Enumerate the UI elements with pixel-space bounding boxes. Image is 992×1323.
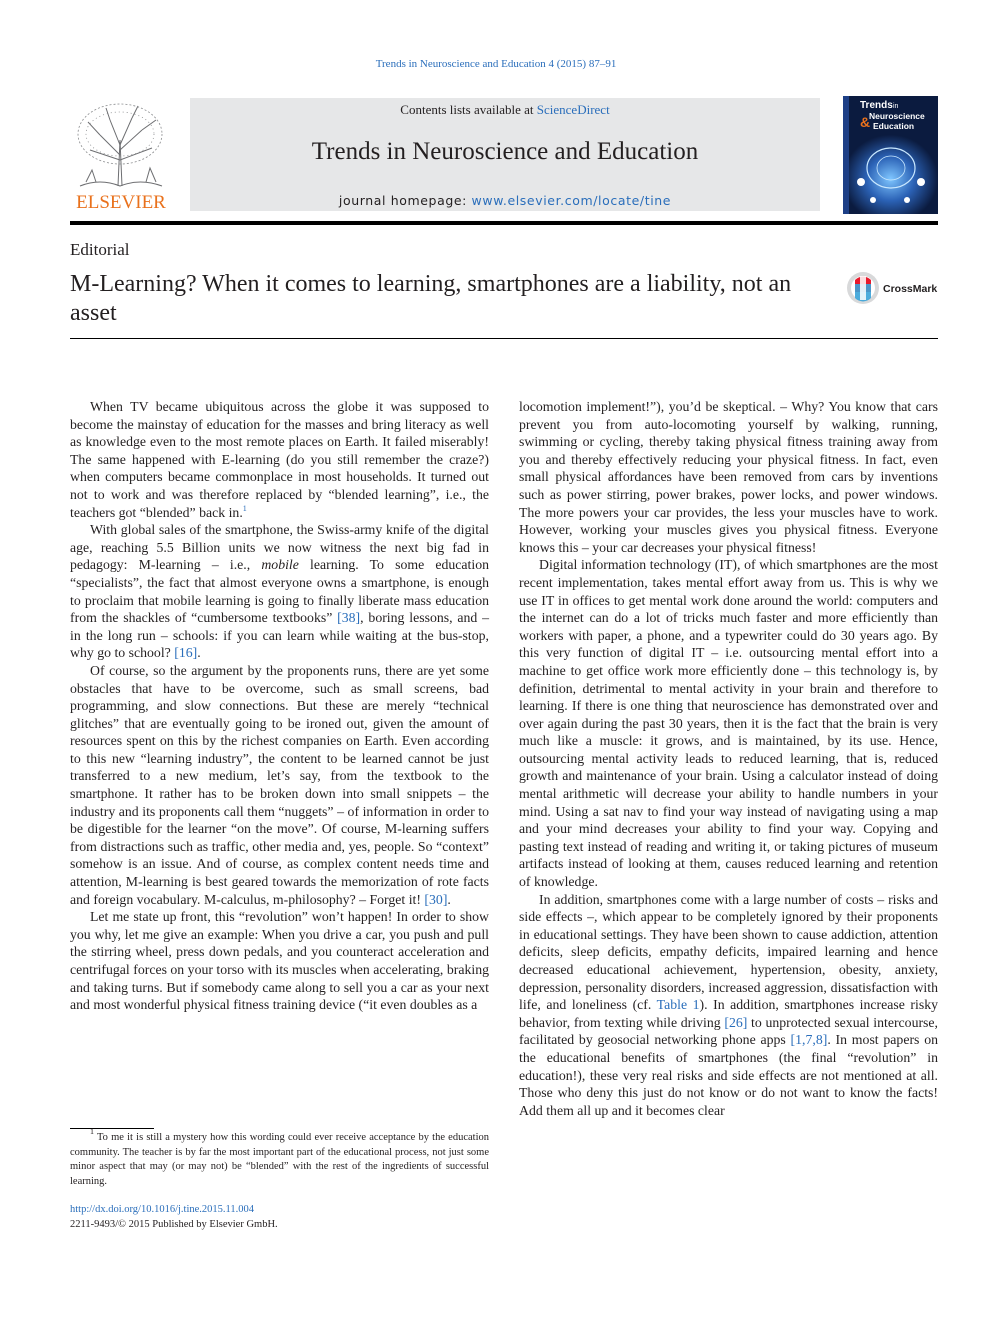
crossmark-icon <box>845 270 940 306</box>
paragraph-2-text-d: . <box>197 645 201 661</box>
footnote-ref-1[interactable]: 1 <box>242 503 247 513</box>
contents-prefix: Contents lists available at <box>400 102 537 117</box>
journal-citation[interactable]: Trends in Neuroscience and Education 4 (2015) 87–91 <box>375 58 617 70</box>
homepage-line <box>190 193 820 208</box>
title-rule <box>70 338 938 339</box>
footnote-marker: 1 <box>90 1127 94 1136</box>
cover-ampersand: & <box>860 114 871 130</box>
cover-title-1: Trends <box>860 100 893 111</box>
header-rule <box>70 221 938 225</box>
crossmark-badge[interactable] <box>845 270 940 306</box>
paragraph-4-continued: locomotion implement!”), you’d be skeptical. – Why? You know that cars prevent you from auto-locomoting yourself by walking, running, swimming or cycling, thereby taking physical fitness training away from you and thereby effectively reducing your physical fitness. In fact, even small physical affordances have been removed from cars by inventions such as power stirring, power brakes, power locks, and power windows. The more powers your car provides, the less your muscles have to work. However, working your muscles gives you physical fitness. Everyone knows this – your car decreases your physical fitness! <box>519 399 938 555</box>
paragraph-2-text-b: learning. To some education “specialists”, the fact that almost everyone owns a smartphone, is enough to proclaim that mobile learning is going to finally liberate mass education from the shackles of “cumbersome textbooks” <box>70 557 489 626</box>
article-footer <box>70 1202 278 1232</box>
homepage-prefix: journal homepage: <box>338 193 472 208</box>
footnote-text: To me it is still a mystery how this wording could ever receive acceptance by the education community. The teacher is by far the most important part of the educational process, not just some minor aspect that may (or may not) be “blended” with the rest of the ingredients of successful learning. <box>70 1132 489 1187</box>
elsevier-wordmark: ELSEVIER <box>76 192 166 212</box>
contents-line <box>190 102 820 118</box>
footnote-1 <box>70 1127 489 1189</box>
paragraph-2-text-a: With global sales of the smartphone, the Swiss-army knife of the digital age, reaching 5.5 Billion units we now witness the next big fad in pedagogy: M-learning – i.e., <box>70 522 489 573</box>
paragraph-6 <box>519 891 938 1120</box>
article-title: M-Learning? When it comes to learning, smartphones are a liability, not an asset <box>70 271 792 326</box>
cover-title-4: Education <box>873 121 915 131</box>
article-type: Editorial <box>70 240 130 259</box>
paragraph-3-text-a: Of course, so the argument by the proponents runs, there are yet some obstacles that have to be overcome, such as small screens, bad programming, and slow connections. But these are merely “technical glitches” that are eventually going to be ironed out, given the amount of resources spent on this by the richest companies on Earth. Even according to this new “learning industry”, the content to be learned cannot be just transferred to a new medium, let’s say, from the textbook to the smartphone. It rather has to be broken down into small snippets – the industry and its proponents call them “nuggets” – of information in order to be digestible for the learner “on the move”. Of course, M-learning suffers from distractions such as traffic, other media and, yes, people. So “context” somehow is an issue. And of course, as complex content needs time and attention, M-learning is best geared towards the memorization of rote facts and foreign vocabulary. M-calculus, m-philosophy? – Forget it! <box>70 662 489 907</box>
paragraph-6-text-d: . In most papers on the educational benefits of smartphones (the final “revolution” in education!), these very real risks and side effects are not mentioned at all. Those who deny this just do not know or do not want to know the facts! Add them all up and it becomes clear <box>519 1032 938 1118</box>
copyright-line: 2211-9493/© 2015 Published by Elsevier GmbH. <box>70 1219 278 1230</box>
paragraph-1-text: When TV became ubiquitous across the globe it was supposed to become the mainstay of education for the masses and bring literacy as well as knowledge even to the most remote places on Earth. It failed miserably! The same happened with E-learning (do you still remember the craze?) when computers became commonplace in most households. It turned out not to work and was therefore replaced by “blended learning”, i.e., the teachers got “blended” back in. <box>70 399 489 520</box>
journal-cover <box>843 96 938 214</box>
paragraph-2 <box>70 521 489 662</box>
paragraph-1 <box>70 398 489 521</box>
citation-link-30[interactable]: [30] <box>424 891 448 907</box>
body-column-left <box>70 398 489 1014</box>
elsevier-logo <box>70 100 172 212</box>
paragraph-5: Digital information technology (IT), of which smartphones are the most recent implementation, takes mental effort away from us. This is why we use IT in offices to get mental work done around the world: computers and the internet can do a lot of tricks much faster and more efficiently than workers with paper, a phone, and a typewriter could do 30 years ago. By this very function of digital IT – i.e. outsourcing mental effort into a machine to get office work more efficiently done – this technology is, by definition, detrimental to mental activity in your brain and therefore to learning. If there is one thing that neuroscience has demonstrated over and over again during the past 30 years, then it is the fact that the brain is very much like a muscle: it grows, and is maintained, by its use. Hence, outsourcing mental activity leads to reduced learning, that is, reduced growth and maintenance of your brain. Using a calculator instead of doing mental arithmetic will decrease your ability to handle numbers in your mind. Using a sat nav to find your way instead of navigating using a map and your mind decreases your ability to find your way. Copying and pasting text instead of reading and writing it, or taking pictures of museum artifacts instead of looking at them, causes reduced learning and retention of knowledge. <box>519 557 938 890</box>
crossmark-label: CrossMark <box>883 283 938 295</box>
sciencedirect-link[interactable]: ScienceDirect <box>536 102 610 117</box>
paragraph-6-text-c: to unprotected sexual intercourse, facilitated by geosocial networking phone apps <box>519 1014 939 1048</box>
journal-banner <box>190 98 820 211</box>
journal-cover-image <box>843 96 938 214</box>
homepage-link[interactable]: www.elsevier.com/locate/tine <box>471 193 672 208</box>
table-1-link[interactable]: Table 1 <box>656 997 700 1013</box>
footnote-rule <box>70 1128 154 1129</box>
paragraph-6-text-a: In addition, smartphones come with a large number of costs – risks and side effects –, which appear to be completely ignored by their proponents in educational settings. They have been shown to cause addiction, attention deficits, sleep deficits, empathy deficits, impaired learning and hence decreased educational achievement, hypertension, obesity, anxiety, depression, personality disorders, increased aggression, dissatisfaction with life, and loneliness (cf. <box>519 891 938 1013</box>
paragraph-2-emphasis: mobile <box>261 557 299 573</box>
cover-title-3: Neuroscience <box>869 111 925 121</box>
elsevier-tree-icon <box>70 100 172 212</box>
paragraph-6-text-b: ). In addition, smartphones increase risky behavior, from texting while driving <box>519 997 938 1030</box>
body-column-right <box>519 398 938 1119</box>
citation-link-26[interactable]: [26] <box>724 1014 748 1030</box>
journal-title: Trends in Neuroscience and Education <box>311 138 699 165</box>
citation-link-38[interactable]: [38] <box>337 610 361 626</box>
paragraph-4: Let me state up front, this “revolution” won’t happen! In order to show you why, let me give an example: When you drive a car, you push and pull the stirring wheel, press down pedals, and you counteract acceleration and centrifugal forces on your torso with its muscles when accelerating, braking and taking turns. But if somebody came along to sell you a car as your next and most wonderful physical fitness training device (“it even doubles as a <box>70 909 489 1013</box>
paragraph-2-text-c: , boring lessons, and – in the long run – schools: if you can learn while waiting at the bus-stop, why go to school? <box>70 610 489 661</box>
citation-link-1-7-8[interactable]: [1,7,8] <box>790 1032 828 1048</box>
paragraph-3 <box>70 662 489 908</box>
cover-title-2: in <box>893 103 899 110</box>
citation-link-16[interactable]: [16] <box>174 645 198 661</box>
doi-link[interactable]: http://dx.doi.org/10.1016/j.tine.2015.11.004 <box>70 1204 255 1215</box>
paragraph-3-text-b: . <box>447 891 451 907</box>
